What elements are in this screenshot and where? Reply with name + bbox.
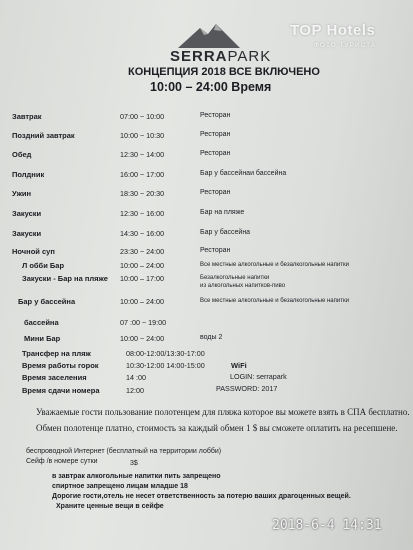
- info-value: 10:30-12:00 14:00-15:00: [126, 361, 205, 370]
- wifi-login: LOGIN: serrapark: [230, 372, 287, 381]
- schedule-time: 10:00 – 24:00: [120, 297, 164, 306]
- schedule-meal: Поздний завтрак: [12, 131, 75, 140]
- schedule-meal: Ночной суп: [12, 247, 55, 256]
- schedule-meal: Ужин: [12, 189, 32, 198]
- schedule-meal: Закуски - Бар на пляже: [22, 274, 108, 283]
- notice-alcohol: в завтрак алкогольные напитки пить запрещено: [52, 473, 221, 480]
- schedule-time: 10:00 ~ 24:00: [120, 334, 165, 343]
- schedule-place: Все местные алкогольные и безалкогольные напитки: [200, 262, 349, 268]
- safe-price: 3$: [130, 460, 138, 467]
- notice-valuables: Дорогие гости,отель не несет ответственность за потерю ваших драгоценных вещей.: [52, 493, 351, 500]
- schedule-place: Бар у бассейнаи бассейна: [200, 170, 287, 177]
- schedule-time: 07 :00 ~ 19:00: [120, 318, 167, 327]
- schedule-place: Ресторан: [200, 247, 231, 254]
- info-label: Время сдачи номера: [22, 386, 100, 395]
- schedule-place-2: из алкогольных напитков-пиво: [200, 283, 286, 289]
- schedule-time: 07:00 ~ 10:00: [120, 112, 165, 121]
- schedule-time: 23:30 ~ 24:00: [120, 247, 165, 256]
- photo-timestamp: 2018-6-4 14:31: [272, 518, 382, 533]
- schedule-meal: Завтрак: [12, 112, 42, 121]
- schedule-meal: Полдник: [12, 170, 45, 179]
- schedule-time: 10:00 ~ 10:30: [120, 131, 165, 140]
- schedule-time: 12:30 ~ 14:00: [120, 150, 165, 159]
- schedule-time: 16:00 ~ 17:00: [120, 170, 165, 179]
- wifi-password: PASSWORD: 2017: [216, 384, 278, 393]
- info-value: 08:00-12:00/13:30-17:00: [126, 349, 205, 358]
- notice-exchange: Обмен полотенце платно, стоимость за каждый обмен 1 $ вы сможете оплатить на ресепшене.: [36, 423, 398, 433]
- schedule-meal: бассейна: [24, 318, 59, 327]
- schedule-place: Бар у бассейна: [200, 229, 251, 236]
- schedule-time: 10:00 – 17:00: [120, 274, 164, 283]
- notice-towels: Уважаемые гости пользование полотенцем для пляжа которое вы можете взять в СПА бесплатно.: [36, 407, 410, 417]
- schedule-meal: Мини Бар: [24, 334, 61, 343]
- schedule-place: Безалкогольные напитки: [200, 275, 270, 281]
- info-value: 12:00: [126, 386, 144, 395]
- page-title: КОНЦЕПЦИЯ 2018 ВСЕ ВКЛЮЧЕНО: [128, 66, 320, 78]
- schedule-time: 18:30 ~ 20:30: [120, 189, 165, 198]
- schedule-meal: Закуски: [12, 209, 42, 218]
- wifi-title: WiFi: [231, 361, 247, 370]
- schedule-place: воды 2: [200, 334, 223, 341]
- schedule-meal: Закуски: [12, 229, 42, 238]
- notice-internet: беспроводной Интернет (бесплатный на территории лобби): [26, 448, 222, 455]
- schedule-place: Ресторан: [200, 112, 231, 119]
- schedule-meal: Л обби Бар: [22, 261, 65, 270]
- watermark: TOP Hotels ФОТО ТУРИСТА: [290, 22, 377, 49]
- schedule-meal: Обед: [12, 150, 32, 159]
- notice-safe: Сейф /в номере сутки: [26, 458, 98, 465]
- info-label: Время заселения: [22, 373, 87, 382]
- schedule-place: Ресторан: [200, 150, 231, 157]
- info-label: Время работы горок: [22, 361, 99, 370]
- brand-name: SERRAPARK: [170, 48, 272, 65]
- info-value: 14 :00: [126, 373, 146, 382]
- schedule-place: Ресторан: [200, 131, 231, 138]
- mountain-logo-icon: [178, 22, 240, 48]
- schedule-meal: Бар у бассейна: [18, 297, 76, 306]
- notice-safe-keep: Храните ценные вещи в сейфе: [56, 503, 164, 510]
- schedule-time: 10:00 – 24:00: [120, 261, 164, 270]
- schedule-time: 14:30 ~ 16:00: [120, 229, 165, 238]
- notice-minors: спиртное запрещено лицам младше 18: [52, 483, 188, 490]
- schedule-time: 12:30 ~ 16:00: [120, 209, 165, 218]
- hours-title: 10:00 – 24:00 Время: [150, 80, 272, 94]
- schedule-place: Ресторан: [200, 189, 231, 196]
- schedule-place: Бар на пляже: [200, 209, 245, 216]
- info-label: Трансфер на пляж: [22, 349, 91, 358]
- schedule-place: Все местные алкогольные и безалкогольные напитки: [200, 298, 349, 304]
